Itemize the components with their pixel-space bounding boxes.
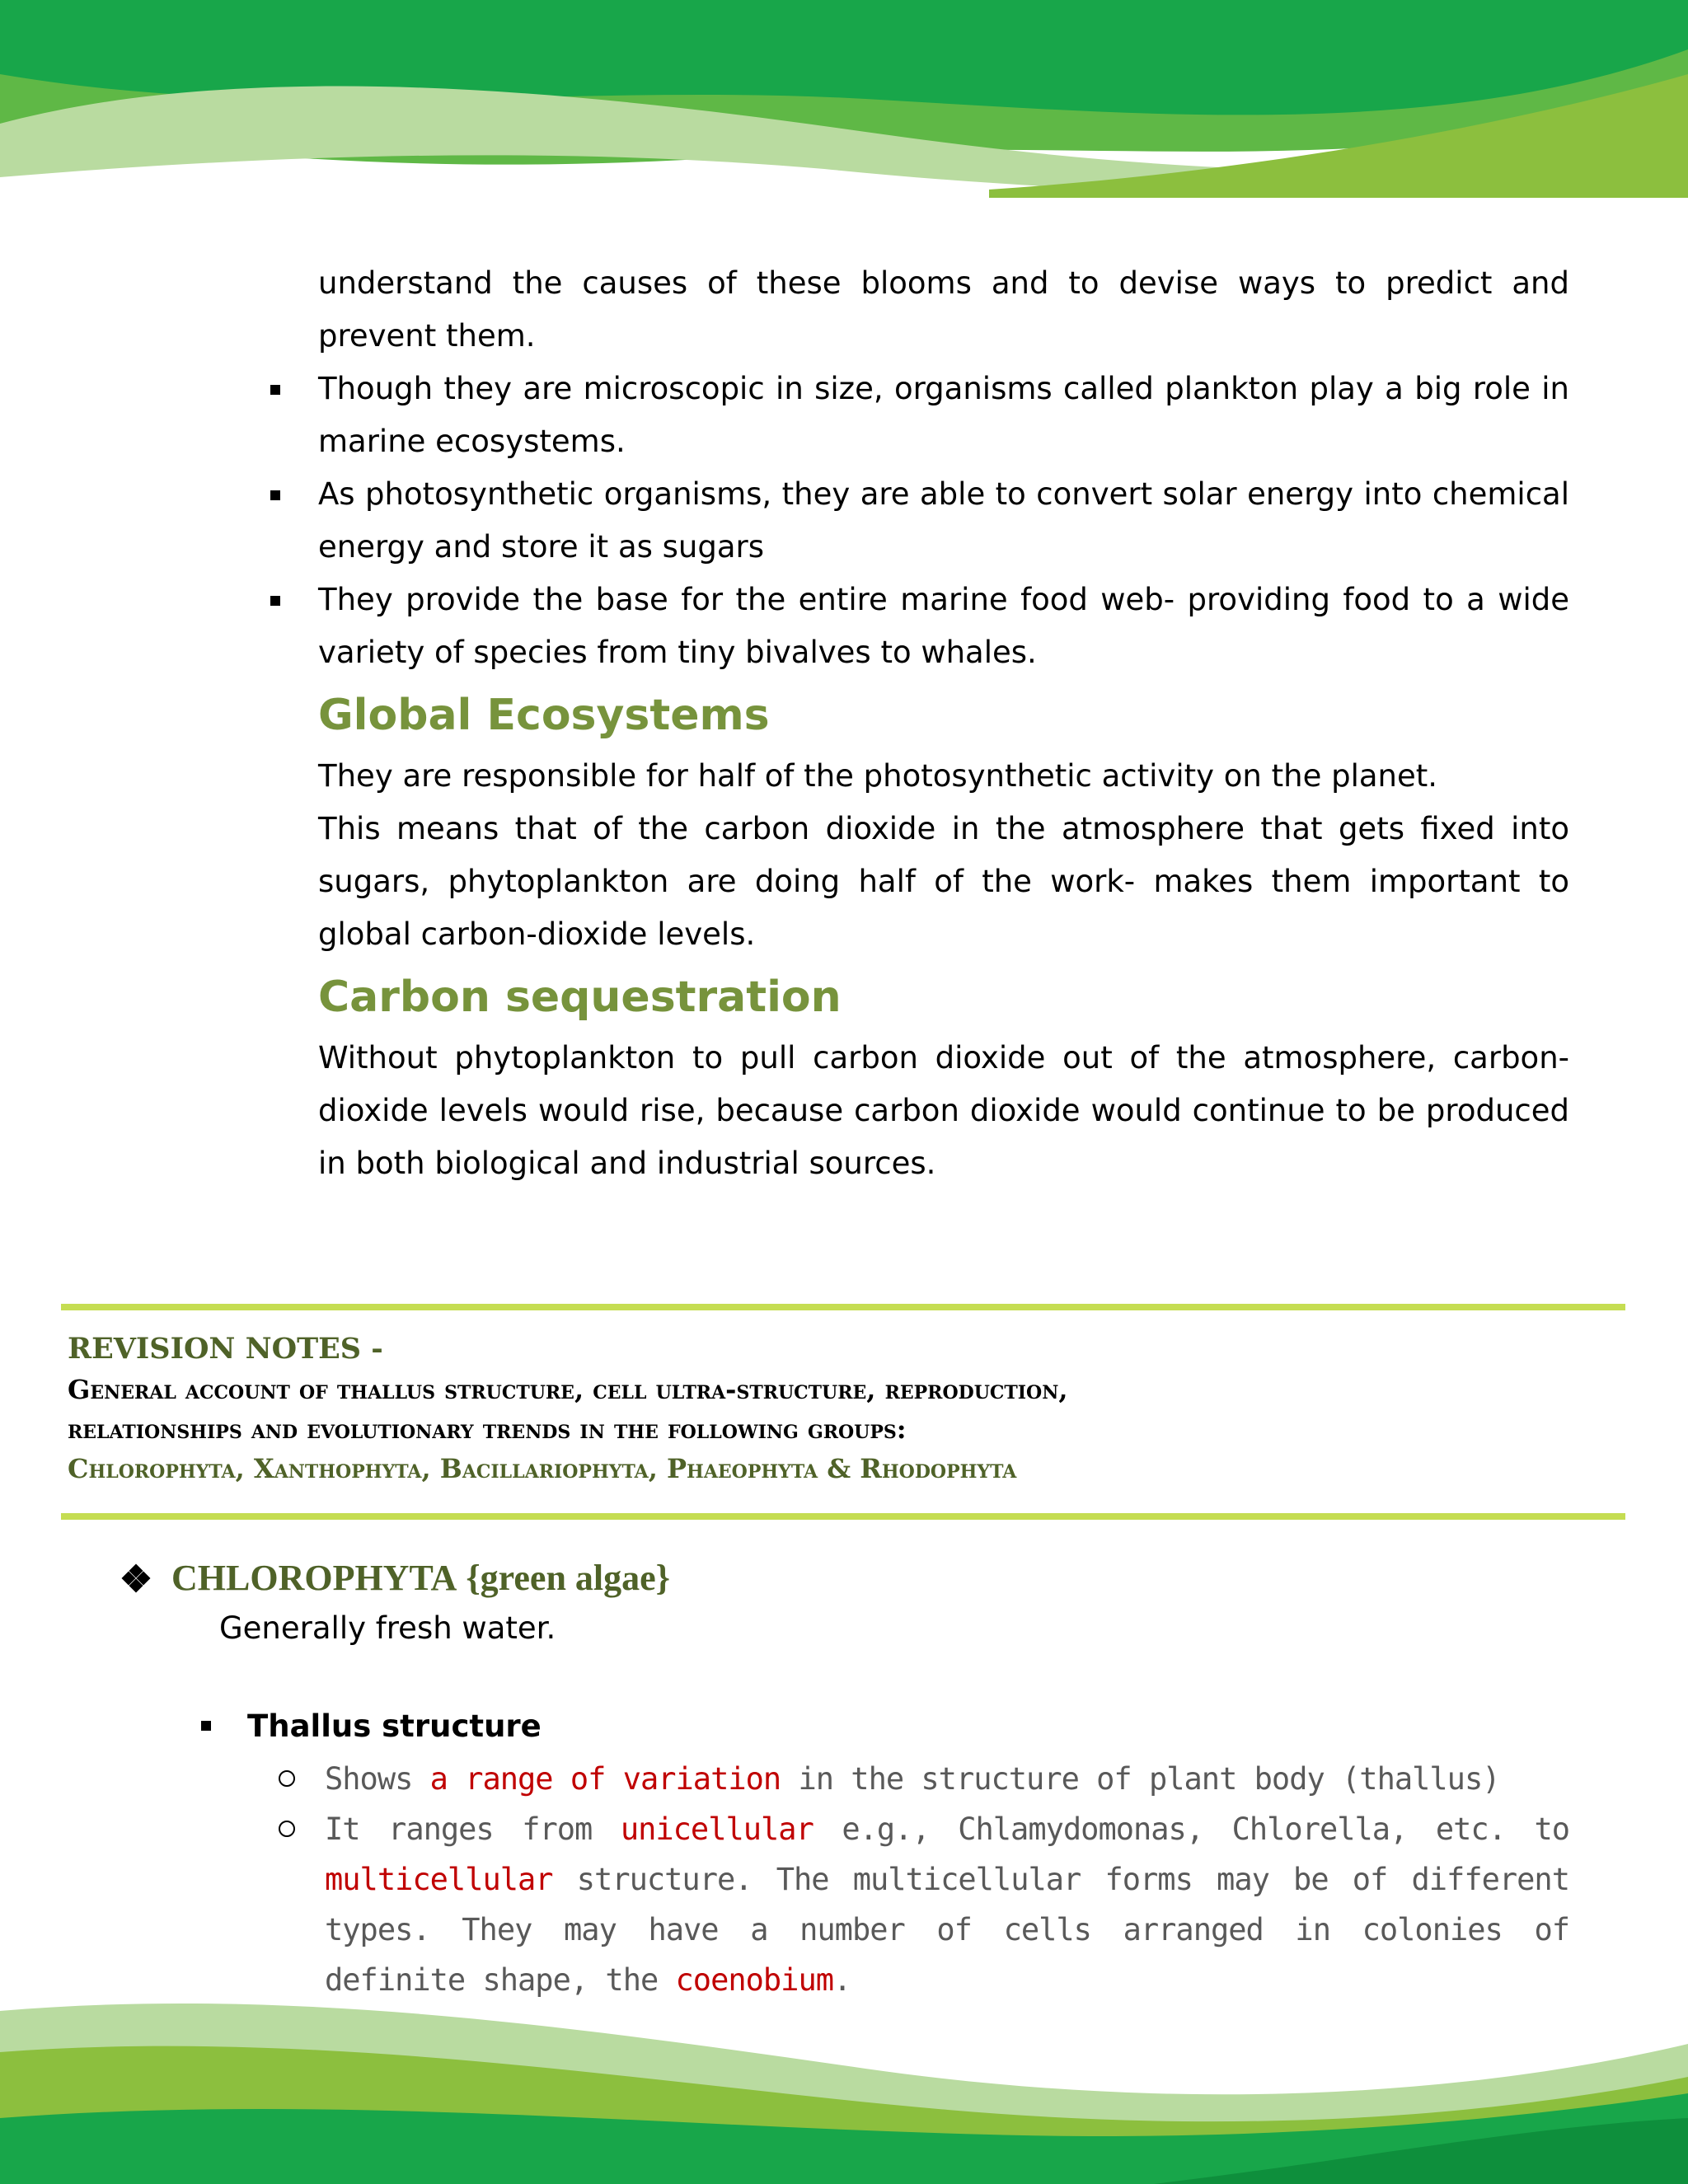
header-wave-decoration <box>0 0 1688 198</box>
list-item: It ranges from unicellular e.g., Chlamydomonas, Chlorella, etc. to multicellular structure. The multicellular forms may be of different types. They may have a number of cells arranged in colonies of definite shape, the coenobium. <box>325 1804 1569 2005</box>
revision-notes <box>68 1329 1634 1488</box>
chlorophyta-heading <box>124 1551 1574 1605</box>
list-item: They provide the base for the entire marine food web- providing food to a wide variety of species from tiny bivalves to whales. <box>318 574 1569 679</box>
footer-wave-decoration <box>0 1994 1688 2184</box>
highlight-text: a range of variation <box>429 1761 781 1797</box>
continuation-text: understand the causes of these blooms and to devise ways to predict and prevent them. <box>318 265 1569 354</box>
carbon-paragraph: Without phytoplankton to pull carbon dioxide out of the atmosphere, carbon-dioxide levels would rise, because carbon dioxide would continue to be produced in both biological and industrial sources. <box>318 1040 1569 1181</box>
chlorophyta-common-name: {green algae} <box>466 1558 671 1598</box>
highlight-text: coenobium <box>675 1962 834 1998</box>
global-ecosystems-heading: Global Ecosystems <box>318 691 770 740</box>
chlorophyta-habitat: Generally fresh water. <box>219 1610 556 1646</box>
circle-bullet-icon <box>279 1770 295 1787</box>
circle-bullet-icon <box>279 1821 295 1837</box>
highlight-text: unicellular <box>620 1811 814 1847</box>
thallus-structure-section <box>201 1703 1569 2005</box>
list-item: Shows a range of variation in the structure of plant body (thallus) <box>325 1754 1569 1804</box>
bottom-divider-rule <box>61 1513 1625 1520</box>
global-paragraph-2: This means that of the carbon dioxide in the atmosphere that gets fixed into sugars, phytoplankton are doing half of the work- makes them important to global carbon-dioxide levels. <box>318 811 1569 952</box>
revision-groups: Chlorophyta, Xanthophyta, Bacillariophyta, Phaeophyta & Rhodophyta <box>68 1453 1017 1484</box>
intro-section <box>318 257 1569 1190</box>
plankton-bullet-list <box>318 363 1569 679</box>
diamond-bullet-icon <box>124 1566 148 1591</box>
list-item: As photosynthetic organisms, they are able to convert solar energy into chemical energy and store it as sugars <box>318 468 1569 574</box>
square-bullet-icon <box>270 490 280 500</box>
revision-heading: REVISION NOTES - <box>68 1332 383 1366</box>
highlight-text: multicellular <box>325 1862 553 1897</box>
square-bullet-icon <box>201 1721 211 1731</box>
list-item: Though they are microscopic in size, organisms called plankton play a big role in marine ecosystems. <box>318 363 1569 468</box>
top-divider-rule <box>61 1304 1625 1310</box>
global-paragraph-1: They are responsible for half of the photosynthetic activity on the planet. <box>318 758 1438 794</box>
revision-line-1: General account of thallus structure, cell ultra-structure, reproduction, <box>68 1374 1068 1405</box>
carbon-sequestration-heading: Carbon sequestration <box>318 972 842 1022</box>
square-bullet-icon <box>270 385 280 395</box>
revision-line-2: relationships and evolutionary trends in the following groups: <box>68 1413 907 1445</box>
chlorophyta-section <box>124 1551 1574 1652</box>
thallus-title: Thallus structure <box>247 1703 1569 1750</box>
thallus-list <box>201 1754 1569 2005</box>
chlorophyta-name: CHLOROPHYTA <box>171 1558 457 1598</box>
square-bullet-icon <box>270 596 280 606</box>
